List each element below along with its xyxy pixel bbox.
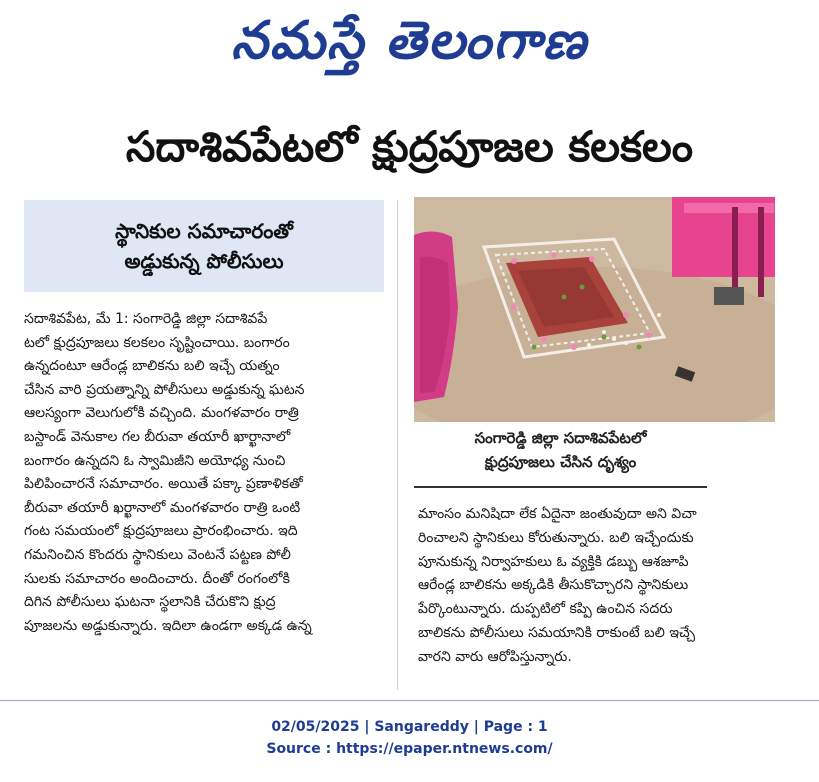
caption-divider [414,486,707,488]
body-line: బీరువా తయారీ ఖర్ఖానాలో మంగళవారం రాత్రి ఒంటి [24,499,301,516]
subheadline-box [24,200,384,292]
body-line: ఆలస్యంగా వెలుగులోకి వచ్చింది. మంగళవారం రాత్రి [24,405,299,422]
body-line: పిలిపించారనే సమాచారం. అయితే పక్కా ప్రణాళికతో [24,476,303,493]
footer-edition-info: 02/05/2025 | Sangareddy | Page : 1 [271,719,548,735]
body-line: టలో క్షుద్రపూజలు కలకలం సృష్టించాయి. బంగారం [24,334,290,351]
body-line: దిగిన పోలీసులు ఘటనా స్థలానికి చేరుకొని క్షుద్ర [24,594,276,611]
body-line: పేర్కొంటున్నారు. దుప్పటిలో కప్పి ఉంచిన సదరు [418,601,673,618]
body-line: రించాలని స్థానికులు కోరుతున్నారు. బలి ఇచ్చేందుకు [418,529,694,546]
footer-divider [0,700,819,701]
subheadline-line-2: అడ్డుకున్న పోలీసులు [124,249,284,273]
body-line: సదాశివపేట, మే 1: సంగారెడ్డి జిల్లా సదాశివపే [24,311,268,327]
news-photo-illustration [414,197,775,422]
page-footer [0,716,819,760]
body-line: ఆరేండ్ల బాలికను అక్కడికి తీసుకొచ్చారని స్థానికులు [418,577,689,594]
body-line: సులకు సమాచారం అందించారు. దీంతో రంగంలోకి [24,570,290,587]
photo-caption [414,426,707,474]
body-line: పూజలను అడ్డుకున్నారు. ఇదిలా ఉండగా అక్కడ ఉన్న [24,617,312,634]
body-line: పూనుకున్న నిర్వాహకులు ఓ వ్యక్తికి డబ్బు ఆశజూపి [418,553,689,570]
article-body-right-column [418,503,774,670]
body-line: చేసిన వారి ప్రయత్నాన్ని పోలీసులు అడ్డుకున్న ఘటన [24,381,305,398]
news-photo [414,197,775,422]
article-headline: సదాశివపేటలో క్షుద్రపూజల కలకలం [125,122,694,171]
body-line: వారని వారు ఆరోపిస్తున్నారు. [418,648,572,665]
body-line: బంగారం ఉన్నదని ఓ స్వామిజీని అయోధ్య నుంచి [24,452,286,469]
footer-source-link[interactable]: Source : https://epaper.ntnews.com/ [266,741,553,757]
photo-caption-line-1: సంగారెడ్డి జిల్లా సదాశివపేటలో [474,429,647,447]
body-line: గంట సమయంలో క్షుద్రపూజలు ప్రారంభించారు. ఇది [24,523,298,540]
subheadline-line-1: స్థానికుల సమాచారంతో [115,219,293,243]
article-body-left-column [24,308,386,638]
body-line: ఉన్నదంటూ ఆరేండ్ల బాలికను బలి ఇచ్చే యత్నం [24,358,280,375]
photo-caption-line-2: క్షుద్రపూజలు చేసిన దృశ్యం [484,453,637,471]
body-line: బాలికను పోలీసులు సమయానికి రాకుంటే బలి ఇచ్చే [418,624,696,641]
body-line: బస్టాండ్ వెనుకాల గల బీరువా తయారీ ఖార్ఖానాలో [24,428,291,445]
column-divider [397,200,398,690]
newspaper-masthead: నమస్తే తెలంగాణ [231,11,588,71]
body-line: మాంసం మనిషిదా లేక ఏదైనా జంతువుదా అని విచా [418,506,697,522]
body-line: గమనించిన కొందరు స్థానికులు వెంటనే పట్టణ పోలీ [24,546,291,563]
